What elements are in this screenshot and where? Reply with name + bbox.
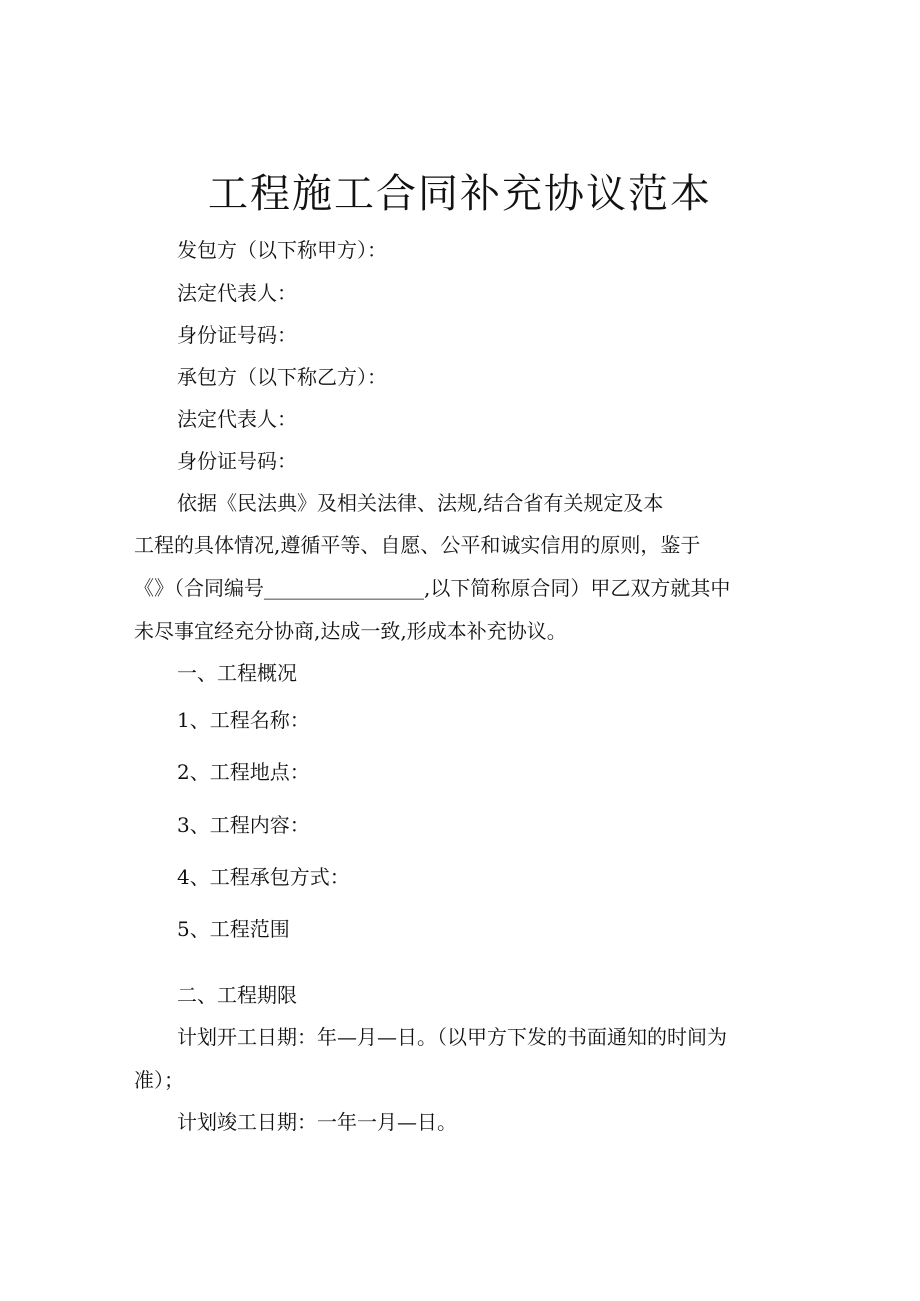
party-a-rep-label: 法定代表人： xyxy=(177,281,297,305)
section-1-item: 5、工程范围 xyxy=(177,917,290,941)
preamble-line-4: 未尽事宜经充分协商,达成一致,形成本补充协议。 xyxy=(134,619,567,643)
section-1-item: 4、工程承包方式： xyxy=(177,865,350,889)
document-title: 工程施工合同补充协议范本 xyxy=(208,171,712,217)
party-b-rep-label: 法定代表人： xyxy=(177,407,297,431)
section-1-heading: 一、工程概况 xyxy=(177,661,297,685)
party-b-id-label: 身份证号码： xyxy=(177,449,297,473)
section-1-item: 1、工程名称： xyxy=(177,708,310,732)
section-1-item: 3、工程内容： xyxy=(177,813,310,837)
preamble-line-1: 依据《民法典》及相关法律、法规,结合省有关规定及本 xyxy=(177,491,664,515)
planned-start-line-1: 计划开工日期：年—月—日。（以甲方下发的书面通知的时间为 xyxy=(177,1025,727,1049)
party-a-id-label: 身份证号码： xyxy=(177,323,297,347)
planned-start-line-2: 准）； xyxy=(134,1068,184,1092)
planned-end-line: 计划竣工日期：一年一月—日。 xyxy=(177,1110,457,1134)
party-b-label: 承包方（以下称乙方）： xyxy=(177,365,387,389)
preamble-line-3: 《》（合同编号________________,以下简称原合同）甲乙双方就其中 xyxy=(134,576,731,600)
section-1-item: 2、工程地点： xyxy=(177,760,310,784)
preamble-line-2: 工程的具体情况,遵循平等、自愿、公平和诚实信用的原则，鉴于 xyxy=(134,533,701,557)
party-a-label: 发包方（以下称甲方）： xyxy=(177,238,387,262)
section-2-heading: 二、工程期限 xyxy=(177,983,297,1007)
